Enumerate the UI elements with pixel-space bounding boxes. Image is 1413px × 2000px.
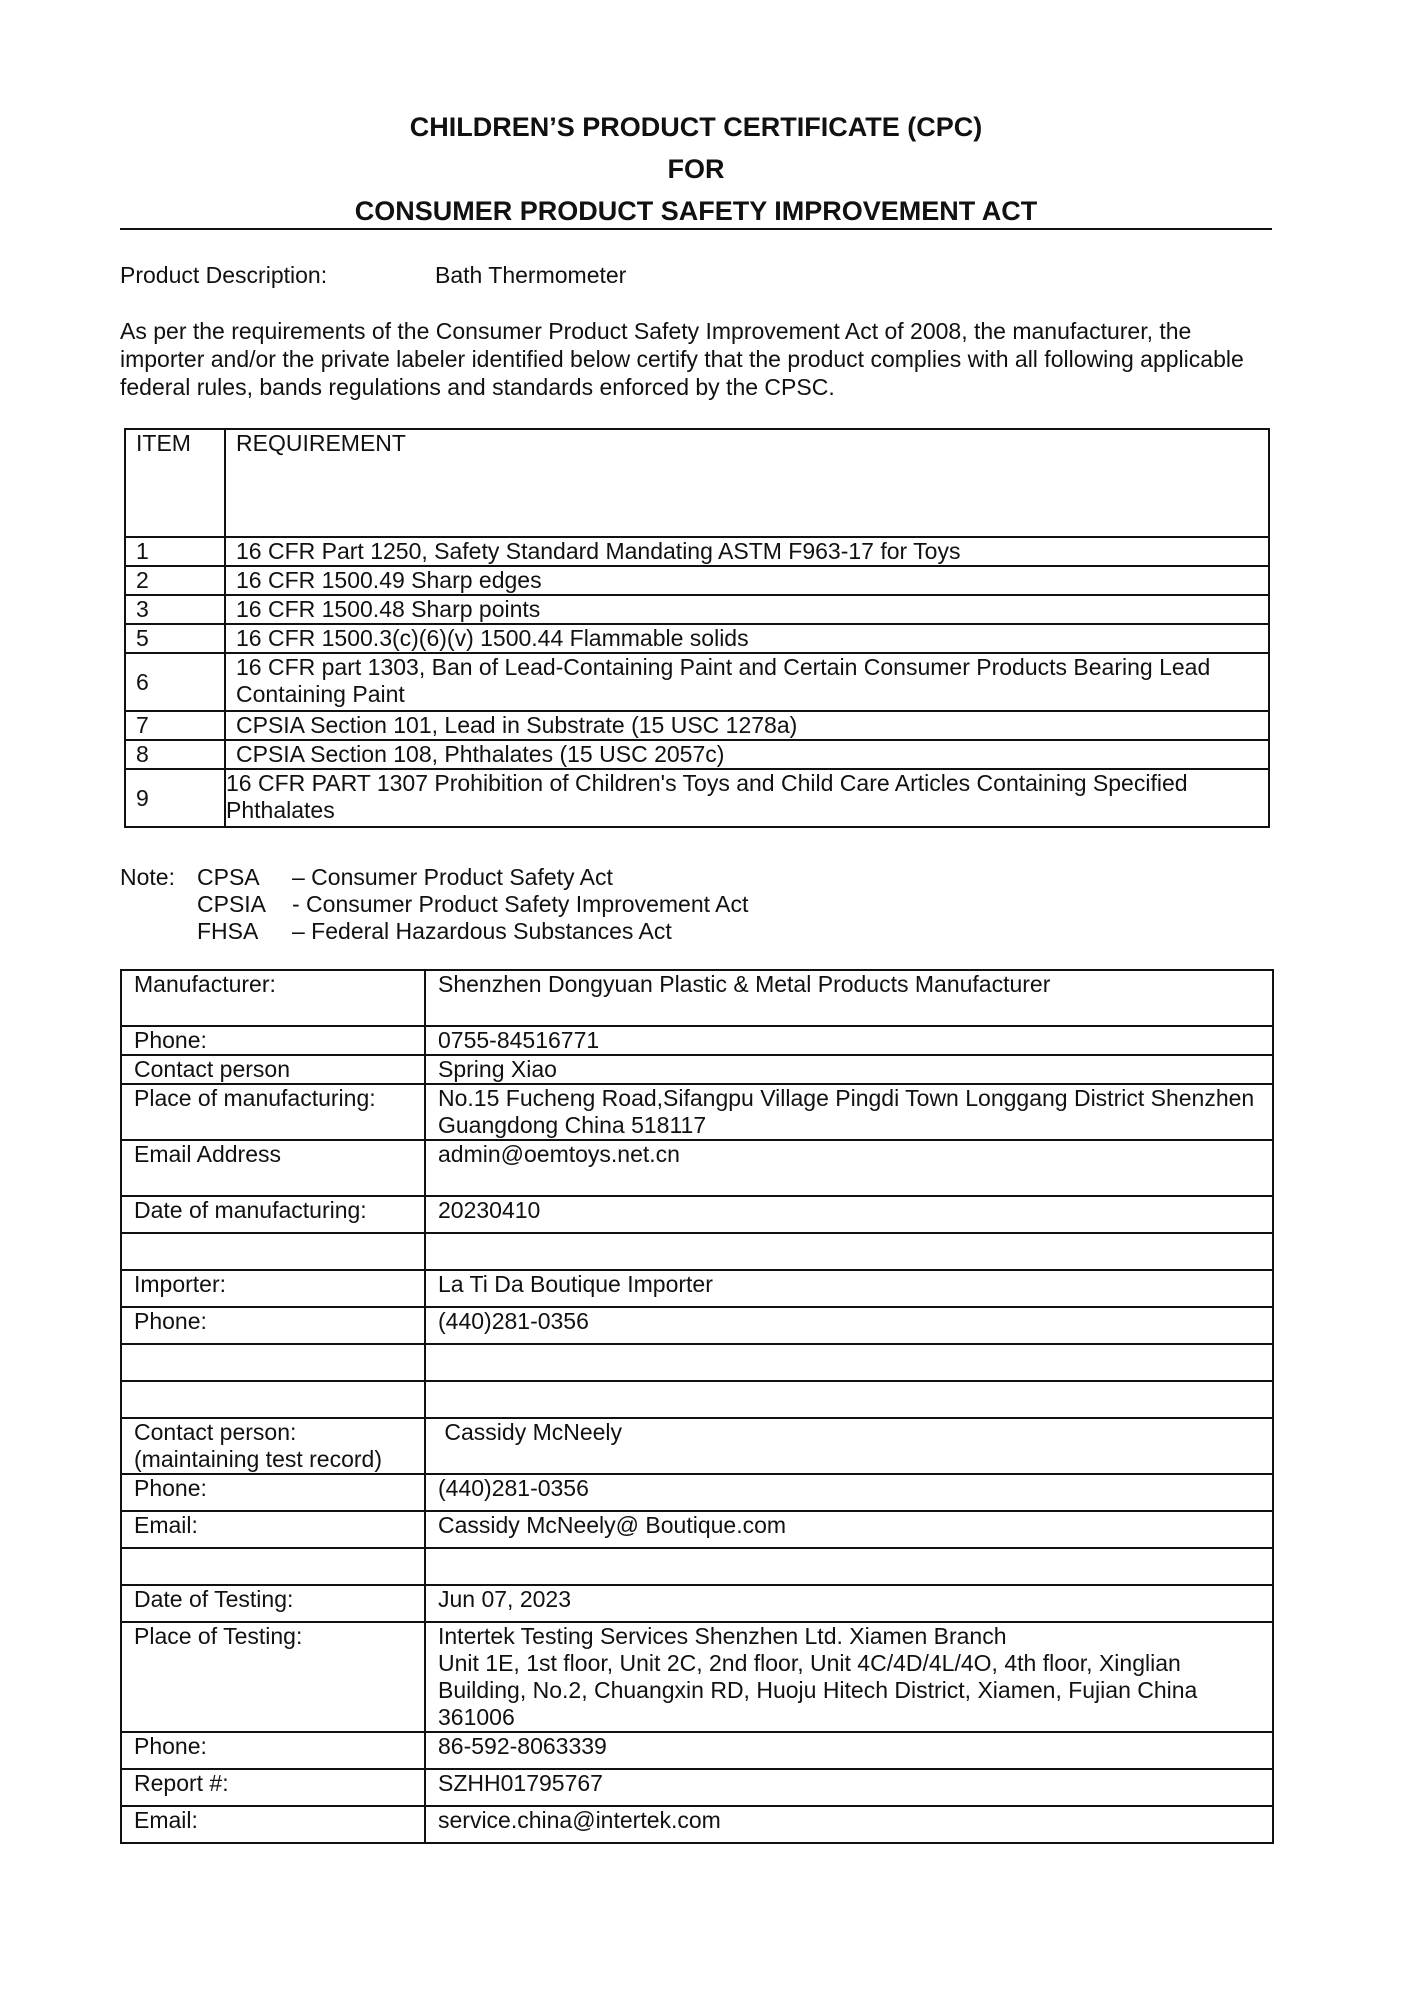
note-abbreviation: FHSA (197, 918, 259, 944)
email-address-value: admin@oemtoys.net.cn (425, 1140, 1273, 1196)
lab-email-value: service.china@intertek.com (425, 1806, 1273, 1843)
requirement-text: 16 CFR 1500.3(c)(6)(v) 1500.44 Flammable solids (225, 624, 1269, 653)
requirement-row (125, 711, 1269, 740)
empty-row (121, 1548, 1273, 1585)
product-description-label: Product Description: (120, 262, 328, 288)
note-abbreviation: CPSIA (197, 891, 267, 917)
abbreviation-note (120, 864, 748, 945)
date-of-manufacturing-label: Date of manufacturing: (121, 1196, 425, 1233)
product-description-value: Bath Thermometer (435, 262, 627, 288)
title-line-2: FOR (667, 154, 725, 184)
testing-lab-name: Intertek Testing Services Shenzhen Ltd. Xiamen Branch (438, 1623, 1007, 1649)
report-number-value: SZHH01795767 (425, 1769, 1273, 1806)
info-row (121, 1418, 1273, 1474)
record-phone-value: (440)281-0356 (425, 1474, 1273, 1511)
info-row (121, 1474, 1273, 1511)
note-definition: – Consumer Product Safety Act (292, 864, 613, 890)
requirement-text: 16 CFR 1500.48 Sharp points (225, 595, 1269, 624)
record-email-label: Email: (121, 1511, 425, 1548)
requirement-text: 16 CFR Part 1250, Safety Standard Mandating ASTM F963-17 for Toys (225, 537, 1269, 566)
requirement-row (125, 595, 1269, 624)
importer-value: La Ti Da Boutique Importer (425, 1270, 1273, 1307)
info-row (121, 1511, 1273, 1548)
empty-row (121, 1381, 1273, 1418)
report-number-label: Report #: (121, 1769, 425, 1806)
requirement-item-number: 7 (125, 711, 225, 740)
requirement-item-number: 9 (125, 769, 225, 827)
date-of-testing-label: Date of Testing: (121, 1585, 425, 1622)
place-of-testing-label: Place of Testing: (121, 1622, 425, 1732)
title-line-1: CHILDREN’S PRODUCT CERTIFICATE (CPC) (409, 112, 983, 142)
importer-phone-label: Phone: (121, 1307, 425, 1344)
info-row (121, 1270, 1273, 1307)
lab-phone-value: 86-592-8063339 (425, 1732, 1273, 1769)
requirement-text: CPSIA Section 101, Lead in Substrate (15 USC 1278a) (225, 711, 1269, 740)
lab-email-label: Email: (121, 1806, 425, 1843)
requirement-row (125, 566, 1269, 595)
info-row (121, 1732, 1273, 1769)
requirement-item-number: 8 (125, 740, 225, 769)
requirements-header-row (125, 429, 1269, 537)
requirement-row (125, 740, 1269, 769)
info-row (121, 1307, 1273, 1344)
manufacturer-value: Shenzhen Dongyuan Plastic & Metal Products Manufacturer (425, 970, 1273, 1026)
requirement-item-number: 5 (125, 624, 225, 653)
requirement-text: 16 CFR 1500.49 Sharp edges (225, 566, 1269, 595)
requirement-text: 16 CFR PART 1307 Prohibition of Children's Toys and Child Care Articles Containing Specified Phthalates (225, 769, 1269, 827)
requirement-item-number: 3 (125, 595, 225, 624)
requirement-row (125, 624, 1269, 653)
place-of-manufacturing-label: Place of manufacturing: (121, 1084, 425, 1140)
requirement-text: CPSIA Section 108, Phthalates (15 USC 2057c) (225, 740, 1269, 769)
requirement-item-number: 6 (125, 653, 225, 711)
date-of-testing-value: Jun 07, 2023 (425, 1585, 1273, 1622)
note-row (120, 864, 748, 891)
requirement-item-number: 1 (125, 537, 225, 566)
date-of-manufacturing-value: 20230410 (425, 1196, 1273, 1233)
title-underline (120, 228, 1272, 230)
empty-row (121, 1344, 1273, 1381)
record-contact-label-line-2: (maintaining test record) (134, 1446, 382, 1472)
requirement-row (125, 769, 1269, 827)
info-row (121, 1622, 1273, 1732)
note-definition: – Federal Hazardous Substances Act (292, 918, 672, 944)
manufacturer-label: Manufacturer: (121, 970, 425, 1026)
info-row (121, 1140, 1273, 1196)
note-label: Note: (120, 864, 175, 890)
importer-phone-value: (440)281-0356 (425, 1307, 1273, 1344)
note-row (120, 918, 748, 945)
contact-person-label: Contact person (121, 1055, 425, 1084)
info-row (121, 1769, 1273, 1806)
note-definition: - Consumer Product Safety Improvement Act (292, 891, 749, 917)
title-line-3: CONSUMER PRODUCT SAFETY IMPROVEMENT ACT (354, 196, 1038, 226)
info-row (121, 1026, 1273, 1055)
item-column-header: ITEM (125, 429, 225, 537)
info-row (121, 1084, 1273, 1140)
empty-row (121, 1233, 1273, 1270)
info-row (121, 1585, 1273, 1622)
info-row (121, 1196, 1273, 1233)
requirement-text: 16 CFR part 1303, Ban of Lead-Containing Paint and Certain Consumer Products Bearing Lead Containing Paint (225, 653, 1269, 711)
record-contact-label (121, 1418, 425, 1474)
place-of-testing-value (425, 1622, 1273, 1732)
requirement-row (125, 653, 1269, 711)
testing-lab-address: Unit 1E, 1st floor, Unit 2C, 2nd floor, Unit 4C/4D/4L/4O, 4th floor, Xinglian Building, No.2, Chuangxin RD, Huoju Hitech District, Xiamen, Fujian China 361006 (438, 1650, 1198, 1730)
info-row (121, 1806, 1273, 1843)
record-contact-label-line-1: Contact person: (134, 1419, 297, 1445)
email-address-label: Email Address (121, 1140, 425, 1196)
lab-phone-label: Phone: (121, 1732, 425, 1769)
info-row (121, 970, 1273, 1026)
manufacturer-phone-value: 0755-84516771 (425, 1026, 1273, 1055)
note-abbreviation: CPSA (197, 864, 260, 890)
importer-label: Importer: (121, 1270, 425, 1307)
manufacturer-phone-label: Phone: (121, 1026, 425, 1055)
record-phone-label: Phone: (121, 1474, 425, 1511)
party-information-table (120, 969, 1274, 1844)
record-email-value: Cassidy McNeely@ Boutique.com (425, 1511, 1273, 1548)
requirement-column-header: REQUIREMENT (225, 429, 1269, 537)
contact-person-value: Spring Xiao (425, 1055, 1273, 1084)
place-of-manufacturing-value: No.15 Fucheng Road,Sifangpu Village Pingdi Town Longgang District Shenzhen Guangdong China 518117 (425, 1084, 1273, 1140)
note-row (120, 891, 748, 918)
info-row (121, 1055, 1273, 1084)
certification-statement: As per the requirements of the Consumer Product Safety Improvement Act of 2008, the manufacturer, the importer and/or the private labeler identified below certify that the product complies with all following applicable federal rules, bands regulations and standards enforced by the CPSC. (120, 318, 1244, 400)
requirement-item-number: 2 (125, 566, 225, 595)
requirement-row (125, 537, 1269, 566)
requirements-table (124, 428, 1270, 828)
record-contact-value: Cassidy McNeely (425, 1418, 1273, 1474)
